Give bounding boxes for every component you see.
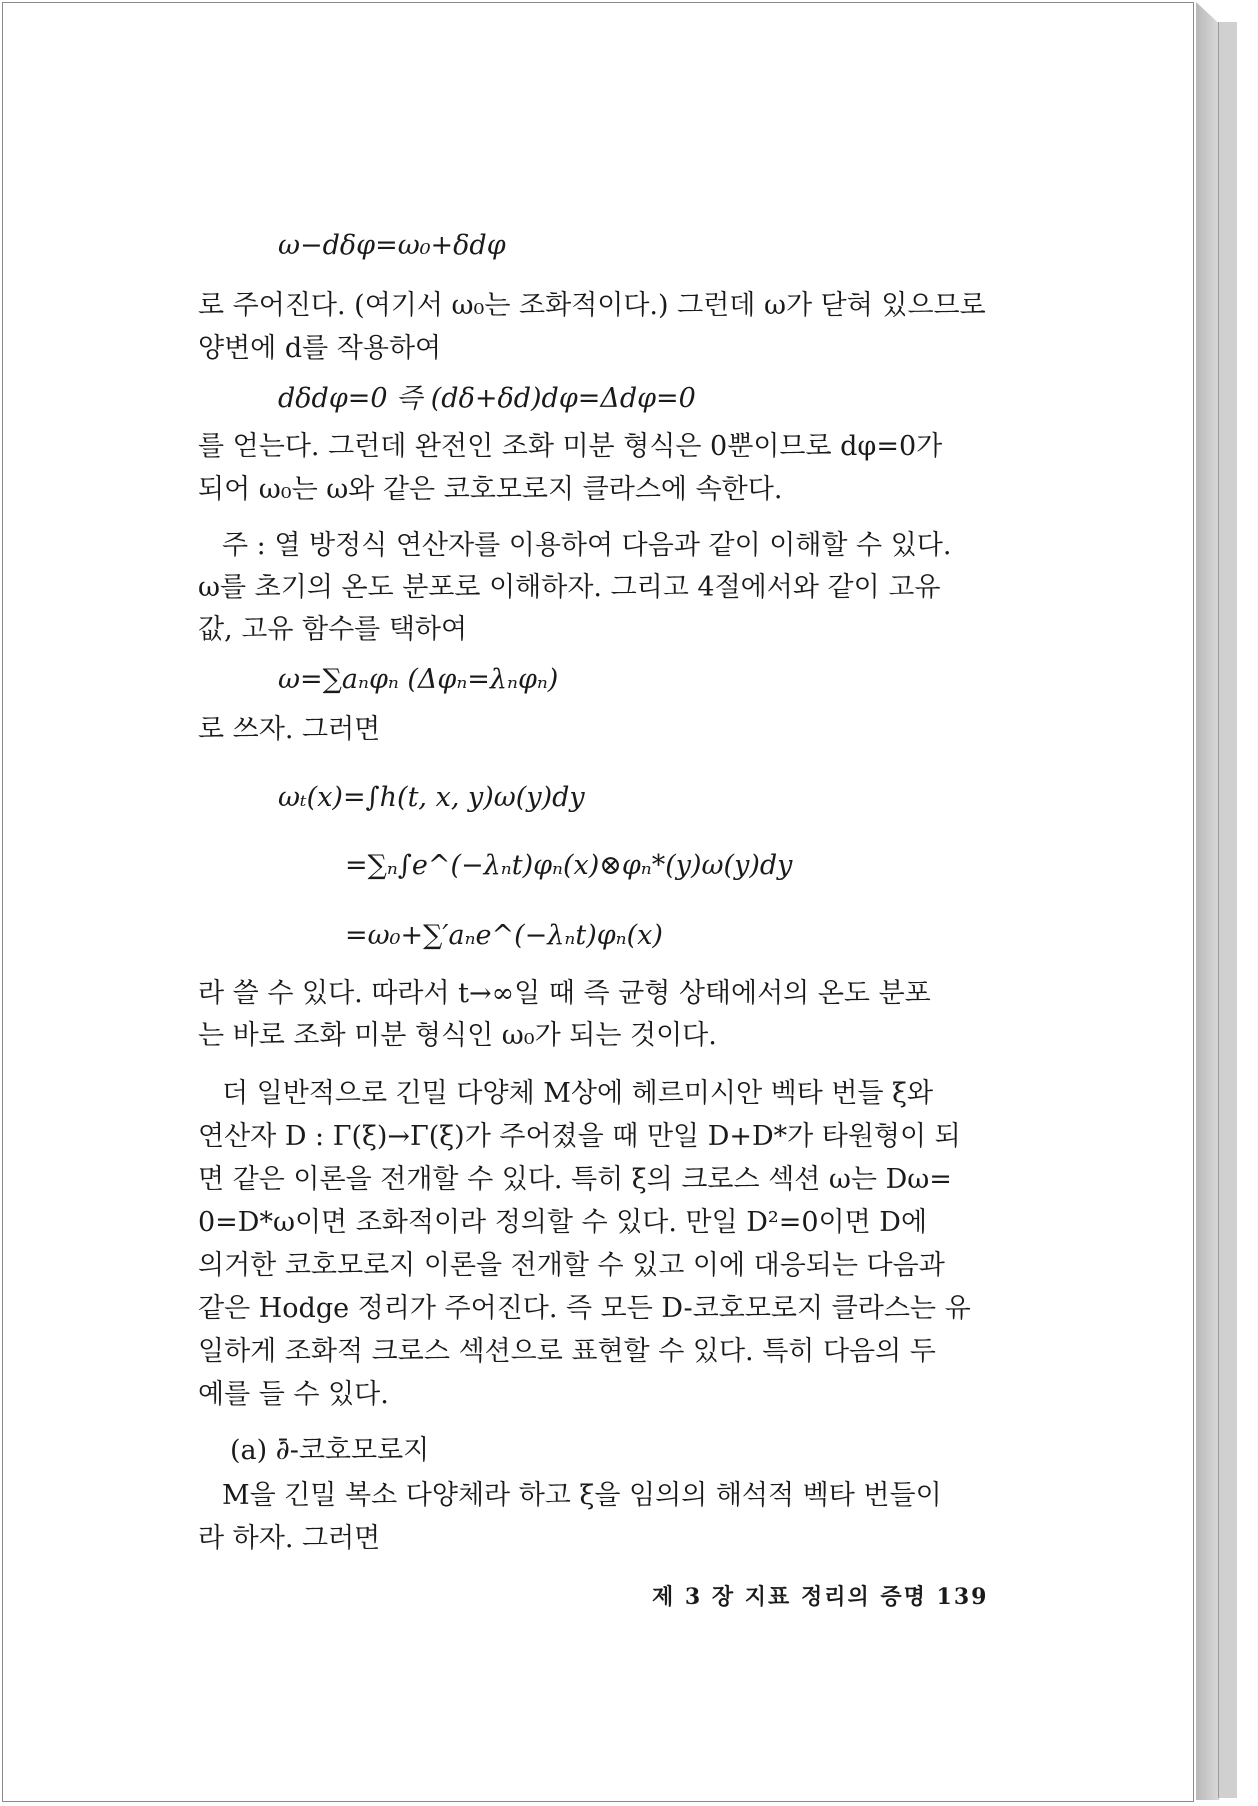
text-line: 0=D*ω이면 조화적이라 정의할 수 있다. 만일 D²=0이면 D에 [198,1207,928,1238]
text-line: 일하게 조화적 크로스 섹션으로 표현할 수 있다. 특히 다음의 두 [198,1336,936,1367]
equation-2: dδdφ=0 즉 (dδ+δd)dφ=Δdφ=0 [278,383,696,414]
text-line: 라 하자. 그러면 [198,1523,381,1554]
equation-4b: =∑ₙ∫e^(−λₙt)φₙ(x)⊗φₙ*(y)ω(y)dy [345,850,793,881]
text-line: 예를 들 수 있다. [198,1379,389,1410]
text-line: M을 긴밀 복소 다양체라 하고 ξ을 임의의 해석적 벡타 번들이 [222,1480,942,1511]
text-line: 로 주어진다. (여기서 ω₀는 조화적이다.) 그런데 ω가 닫혀 있으므로 [198,290,986,321]
text-line: ω를 초기의 온도 분포로 이해하자. 그리고 4절에서와 같이 고유 [198,572,941,603]
text-line: 양변에 d를 작용하여 [198,333,442,364]
text-line: 더 일반적으로 긴밀 다양체 M상에 헤르미시안 벡타 번들 ξ와 [222,1078,934,1109]
text-line: 면 같은 이론을 전개할 수 있다. 특히 ξ의 크로스 섹션 ω는 Dω= [198,1164,952,1195]
section-heading: (a) ∂̄-코호모로지 [230,1435,430,1466]
page-footer: 제 3 장 지표 정리의 증명 139 [652,1584,989,1610]
text-line: 되어 ω₀는 ω와 같은 코호모로지 클라스에 속한다. [198,474,783,505]
equation-3: ω=∑aₙφₙ (Δφₙ=λₙφₙ) [278,664,559,695]
text-line: 주 : 열 방정식 연산자를 이용하여 다음과 같이 이해할 수 있다. [222,530,952,561]
text-line: 라 쓸 수 있다. 따라서 t→∞일 때 즉 균형 상태에서의 온도 분포 [198,978,931,1009]
text-line: 는 바로 조화 미분 형식인 ω₀가 되는 것이다. [198,1020,717,1051]
text-line: 로 쓰자. 그러면 [198,714,381,745]
text-line: 연산자 D : Γ(ξ)→Γ(ξ)가 주어졌을 때 만일 D+D*가 타원형이 되 [198,1121,961,1152]
page-frame [2,2,1194,1802]
equation-4c: =ω₀+∑′aₙe^(−λₙt)φₙ(x) [345,920,663,951]
text-line: 를 얻는다. 그런데 완전인 조화 미분 형식은 0뿐이므로 dφ=0가 [198,431,943,462]
text-line: 의거한 코호모로지 이론을 전개할 수 있고 이에 대응되는 다음과 [198,1250,945,1281]
equation-1: ω−dδφ=ω₀+δdφ [278,230,506,261]
equation-4a: ωₜ(x)=∫h(t, x, y)ω(y)dy [278,782,585,813]
text-line: 같은 Hodge 정리가 주어진다. 즉 모든 D-코호모로지 클라스는 유 [198,1293,971,1324]
page-edge [1218,22,1237,1798]
text-line: 값, 고유 함수를 택하여 [198,614,468,645]
